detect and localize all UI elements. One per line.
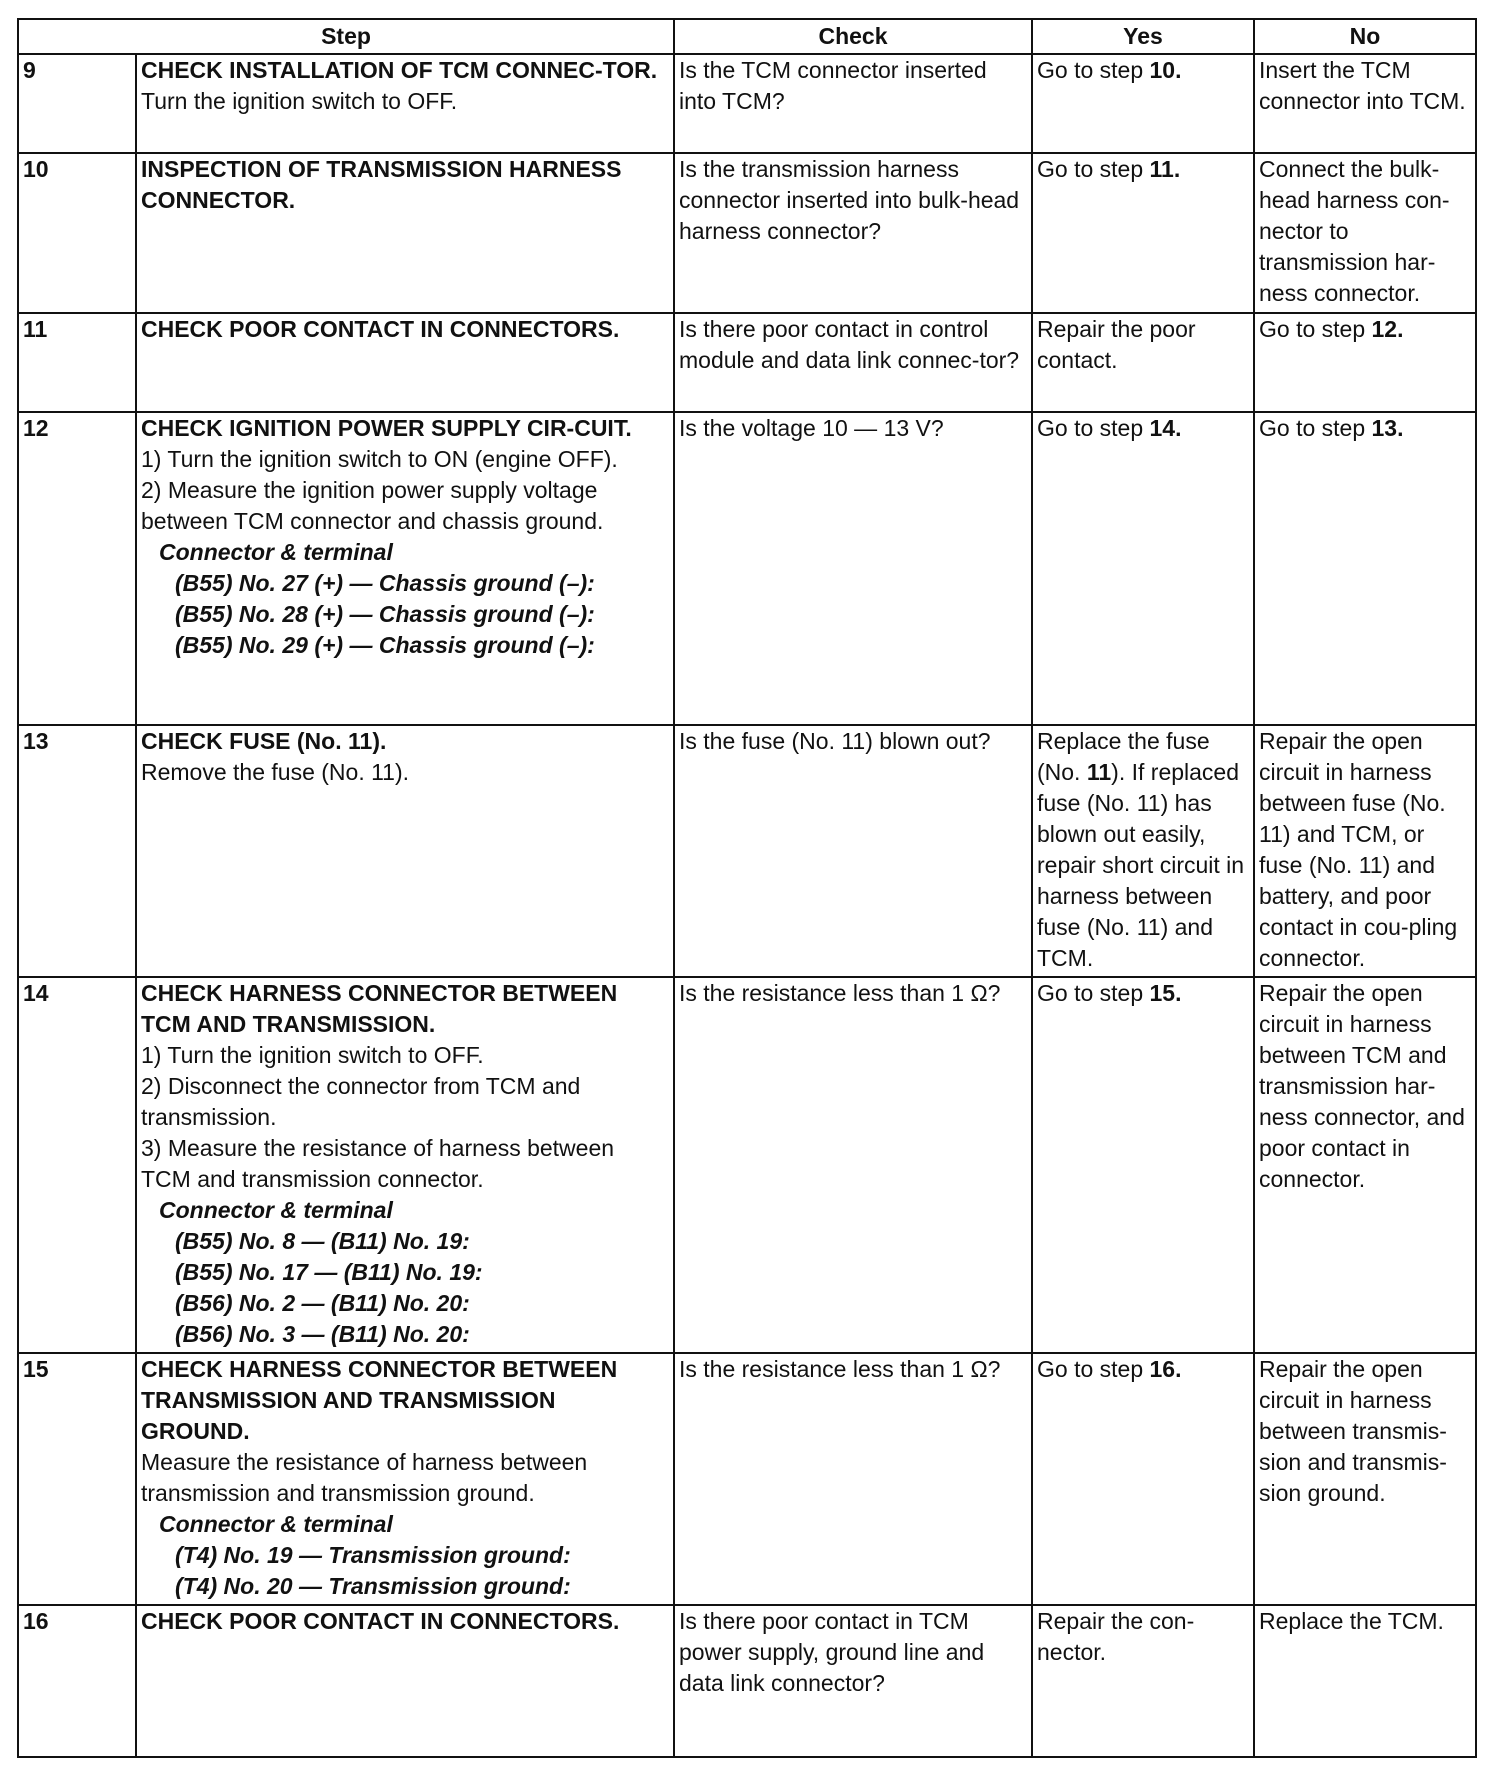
check-question: Is the resistance less than 1 Ω? [674, 1353, 1032, 1605]
terminal-spec: (B55) No. 29 (+) — Chassis ground (–): [175, 632, 595, 658]
step-instruction: 2) Measure the ignition power supply voltage between TCM connector and chassis ground. [141, 477, 604, 534]
no-action [1254, 153, 1476, 313]
step-instruction: 1) Turn the ignition switch to OFF. [141, 1042, 484, 1068]
table-row [18, 54, 1476, 153]
yes-action [1032, 1353, 1254, 1605]
step-title: CHECK IGNITION POWER SUPPLY CIR-CUIT. [141, 415, 632, 441]
yes-text-cont: ). If replaced fuse (No. 11) has blown out easily, repair short circuit in harness between fuse (No. 11) and TCM. [1037, 759, 1245, 971]
terminal-spec: (B56) No. 2 — (B11) No. 20: [175, 1290, 470, 1316]
table-row [18, 313, 1476, 412]
connector-terminal-heading: Connector & terminal [159, 1197, 393, 1223]
no-text: Replace the TCM. [1259, 1608, 1444, 1634]
step-instruction: 2) Disconnect the connector from TCM and transmission. [141, 1073, 581, 1130]
step-number: 10 [18, 153, 136, 313]
step-number: 15 [18, 1353, 136, 1605]
step-instruction: 3) Measure the resistance of harness between TCM and transmission connector. [141, 1135, 615, 1192]
step-description [136, 1353, 674, 1605]
yes-text: Go to step [1037, 156, 1150, 182]
yes-action [1032, 1605, 1254, 1757]
step-instruction: 1) Turn the ignition switch to ON (engine OFF). [141, 446, 618, 472]
step-title: CHECK INSTALLATION OF TCM CONNEC-TOR. [141, 57, 658, 83]
step-title: CHECK HARNESS CONNECTOR BETWEEN TCM AND TRANSMISSION. [141, 980, 618, 1037]
check-question: Is the transmission harness connector inserted into bulk-head harness connector? [674, 153, 1032, 313]
terminal-spec: (B55) No. 8 — (B11) No. 19: [175, 1228, 470, 1254]
step-title: CHECK POOR CONTACT IN CONNECTORS. [141, 1608, 620, 1634]
no-text: Repair the open circuit in harness between TCM and transmission har-ness connector, and poor contact in connector. [1259, 980, 1465, 1192]
step-number: 16 [18, 1605, 136, 1757]
table-row [18, 153, 1476, 313]
diagnostic-table [17, 18, 1477, 1758]
no-text: Connect the bulk-head harness con-nector to transmission har-ness connector. [1259, 156, 1450, 306]
no-action [1254, 54, 1476, 153]
check-question: Is the resistance less than 1 Ω? [674, 977, 1032, 1353]
terminal-spec: (B55) No. 28 (+) — Chassis ground (–): [175, 601, 595, 627]
step-description [136, 1605, 674, 1757]
terminal-spec: (T4) No. 20 — Transmission ground: [175, 1573, 571, 1599]
no-text: Repair the open circuit in harness between transmis-sion and transmis-sion ground. [1259, 1356, 1447, 1506]
header-no: No [1254, 19, 1476, 54]
header-yes: Yes [1032, 19, 1254, 54]
step-number: 11 [18, 313, 136, 412]
yes-step-ref: 10. [1149, 57, 1182, 83]
check-question: Is there poor contact in control module and data link connec-tor? [674, 313, 1032, 412]
step-number: 13 [18, 725, 136, 977]
no-action [1254, 1605, 1476, 1757]
yes-step-ref: 16. [1149, 1356, 1182, 1382]
step-description [136, 412, 674, 725]
yes-text: Replace the fuse (No. [1037, 728, 1210, 785]
header-check: Check [674, 19, 1032, 54]
terminal-spec: (B55) No. 17 — (B11) No. 19: [175, 1259, 483, 1285]
yes-step-ref: 15. [1149, 980, 1182, 1006]
terminal-spec: (B55) No. 27 (+) — Chassis ground (–): [175, 570, 595, 596]
connector-terminal-heading: Connector & terminal [159, 1511, 393, 1537]
step-number: 14 [18, 977, 136, 1353]
yes-action [1032, 412, 1254, 725]
step-description [136, 725, 674, 977]
check-question: Is there poor contact in TCM power supply, ground line and data link connector? [674, 1605, 1032, 1757]
no-action [1254, 412, 1476, 725]
step-title: INSPECTION OF TRANSMISSION HARNESS CONNECTOR. [141, 156, 622, 213]
no-step-ref: 13. [1371, 415, 1404, 441]
yes-text: Go to step [1037, 1356, 1150, 1382]
step-description [136, 977, 674, 1353]
check-question: Is the voltage 10 — 13 V? [674, 412, 1032, 725]
step-instruction: Measure the resistance of harness between transmission and transmission ground. [141, 1449, 588, 1506]
yes-text: Go to step [1037, 415, 1150, 441]
terminal-spec: (T4) No. 19 — Transmission ground: [175, 1542, 571, 1568]
yes-text: Repair the con-nector. [1037, 1608, 1195, 1665]
step-instruction: Remove the fuse (No. 11). [141, 759, 410, 785]
yes-action [1032, 54, 1254, 153]
yes-text: Go to step [1037, 980, 1150, 1006]
no-action [1254, 1353, 1476, 1605]
step-description [136, 313, 674, 412]
check-question: Is the fuse (No. 11) blown out? [674, 725, 1032, 977]
check-question: Is the TCM connector inserted into TCM? [674, 54, 1032, 153]
yes-step-ref: 11. [1149, 156, 1181, 182]
yes-text: Repair the poor contact. [1037, 316, 1196, 373]
table-row [18, 412, 1476, 725]
no-text: Insert the TCM connector into TCM. [1259, 57, 1466, 114]
step-description [136, 54, 674, 153]
yes-step-ref: 14. [1149, 415, 1182, 441]
yes-action [1032, 725, 1254, 977]
step-description [136, 153, 674, 313]
no-text: Repair the open circuit in harness between fuse (No. 11) and TCM, or fuse (No. 11) and battery, and poor contact in cou-pling connector. [1259, 728, 1458, 971]
no-action [1254, 313, 1476, 412]
yes-action [1032, 977, 1254, 1353]
no-text: Go to step [1259, 316, 1372, 342]
connector-terminal-heading: Connector & terminal [159, 539, 393, 565]
no-step-ref: 12. [1371, 316, 1404, 342]
yes-text: Go to step [1037, 57, 1150, 83]
step-title: CHECK HARNESS CONNECTOR BETWEEN TRANSMISSION AND TRANSMISSION GROUND. [141, 1356, 618, 1444]
step-title: CHECK POOR CONTACT IN CONNECTORS. [141, 316, 620, 342]
yes-action [1032, 153, 1254, 313]
no-action [1254, 977, 1476, 1353]
table-row [18, 725, 1476, 977]
terminal-spec: (B56) No. 3 — (B11) No. 20: [175, 1321, 470, 1347]
table-row [18, 977, 1476, 1353]
step-number: 9 [18, 54, 136, 153]
yes-step-ref: 11 [1086, 759, 1112, 785]
step-instruction: Turn the ignition switch to OFF. [141, 88, 458, 114]
no-text: Go to step [1259, 415, 1372, 441]
no-action [1254, 725, 1476, 977]
yes-action [1032, 313, 1254, 412]
header-step: Step [18, 19, 674, 54]
step-number: 12 [18, 412, 136, 725]
table-row [18, 1605, 1476, 1757]
header-row [18, 19, 1476, 54]
step-title: CHECK FUSE (No. 11). [141, 728, 387, 754]
table-row [18, 1353, 1476, 1605]
